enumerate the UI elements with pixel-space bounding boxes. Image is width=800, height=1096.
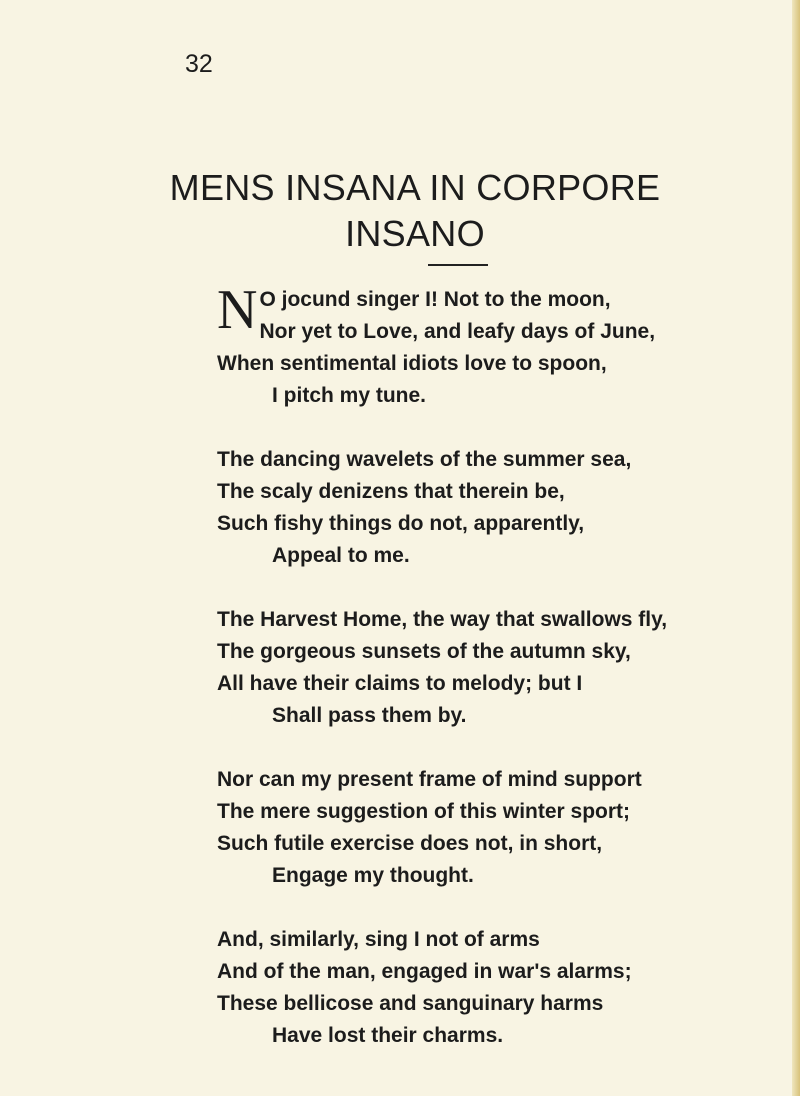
poem-line: Engage my thought.	[272, 864, 474, 887]
poem-line: The Harvest Home, the way that swallows fly,	[217, 608, 668, 631]
poem-line: The mere suggestion of this winter sport;	[217, 800, 631, 823]
stanza	[217, 764, 787, 892]
drop-cap: N	[217, 279, 258, 341]
title-line-2: INSANO	[345, 213, 485, 254]
poem-line: When sentimental idiots love to spoon,	[217, 352, 607, 375]
poem-line: And, similarly, sing I not of arms	[217, 928, 540, 951]
poem-line: Have lost their charms.	[272, 1024, 504, 1047]
poem-line: Nor yet to Love, and leafy days of June,	[259, 320, 656, 343]
poem-line: The scaly denizens that therein be,	[217, 480, 565, 503]
poem-line: Such futile exercise does not, in short,	[217, 832, 603, 855]
page-number: 32	[185, 50, 213, 78]
poem-line: Appeal to me.	[272, 544, 410, 567]
stanza	[217, 604, 787, 732]
stanza	[217, 279, 787, 412]
poem-line: And of the man, engaged in war's alarms;	[217, 960, 632, 983]
poem-line: The dancing wavelets of the summer sea,	[217, 448, 632, 471]
poem-line: The gorgeous sunsets of the autumn sky,	[217, 640, 631, 663]
stanza	[217, 924, 787, 1052]
poem-line: O jocund singer I! Not to the moon,	[259, 288, 611, 311]
page-edge	[792, 0, 800, 1096]
poem-line: These bellicose and sanguinary harms	[217, 992, 604, 1015]
poem-line: All have their claims to melody; but I	[217, 672, 583, 695]
title-divider	[428, 264, 488, 266]
poem-line: I pitch my tune.	[272, 384, 427, 407]
poem-line: Shall pass them by.	[272, 704, 467, 727]
poem-line: Nor can my present frame of mind support	[217, 768, 642, 791]
poem-body	[217, 279, 787, 1084]
title-line-1: MENS INSANA IN CORPORE	[169, 167, 661, 208]
poem-line: Such fishy things do not, apparently,	[217, 512, 585, 535]
poem-title	[155, 165, 675, 257]
stanza	[217, 444, 787, 572]
